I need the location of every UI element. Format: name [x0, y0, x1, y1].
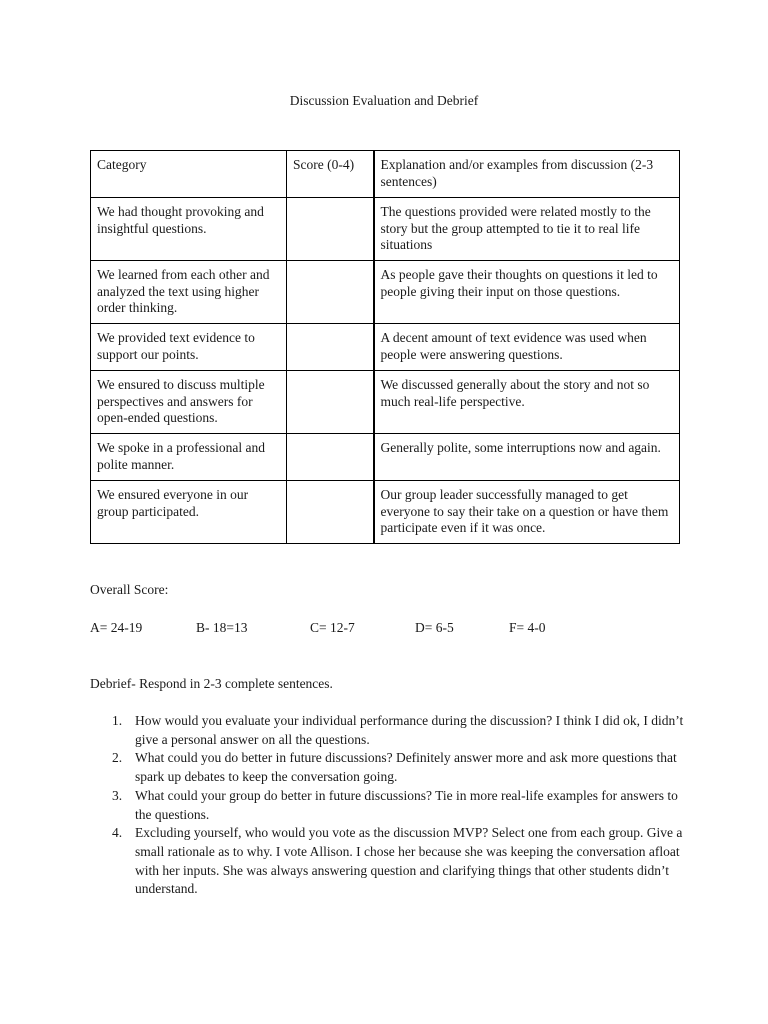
table-row: [91, 371, 680, 434]
grade-f: F= 4-0: [509, 620, 546, 635]
table-header-row: [91, 151, 680, 198]
category-cell: We learned from each other and analyzed the text using higher order thinking.: [91, 261, 287, 324]
question-number: 1.: [112, 713, 123, 728]
score-cell: [287, 481, 374, 544]
explanation-cell: Generally polite, some interruptions now and again.: [374, 434, 680, 481]
question-text: What could you do better in future discussions? Definitely answer more and ask more questions that spark up debates to keep the conversation going.: [135, 750, 677, 785]
grade-b: B- 18=13: [196, 620, 248, 635]
score-cell: [287, 324, 374, 371]
debrief-instructions: Debrief- Respond in 2-3 complete sentences.: [90, 676, 333, 691]
header-category: Category: [91, 151, 287, 198]
grade-d: D= 6-5: [415, 620, 454, 635]
question-text: What could your group do better in future discussions? Tie in more real-life examples for answers to the questions.: [135, 787, 678, 822]
overall-score-label: Overall Score:: [90, 582, 169, 597]
explanation-cell: A decent amount of text evidence was used when people were answering questions.: [374, 324, 680, 371]
table-row: [91, 198, 680, 261]
grade-scale: [0, 620, 768, 640]
question-number: 3.: [112, 787, 123, 803]
explanation-cell: As people gave their thoughts on questions it led to people giving their input on those questions.: [374, 261, 680, 324]
grade-c: C= 12-7: [310, 620, 355, 635]
grade-a: A= 24-19: [90, 620, 143, 635]
list-item: [90, 712, 690, 749]
score-cell: [287, 371, 374, 434]
score-cell: [287, 434, 374, 481]
category-cell: We provided text evidence to support our points.: [91, 324, 287, 371]
category-cell: We spoke in a professional and polite manner.: [91, 434, 287, 481]
score-cell: [287, 261, 374, 324]
explanation-cell: We discussed generally about the story and not so much real-life perspective.: [374, 371, 680, 434]
table-row: [91, 261, 680, 324]
list-item: [90, 749, 690, 786]
category-cell: We ensured everyone in our group participated.: [91, 481, 287, 544]
document-title: Discussion Evaluation and Debrief: [289, 93, 479, 108]
question-text: Excluding yourself, who would you vote as the discussion MVP? Select one from each group. Give a small rationale as to why. I vote Allison. I chose her because she was keeping the conversation afloat with her inputs. She was always answering question and clarifying things that other students didn’t understand.: [135, 825, 683, 897]
header-score: Score (0-4): [287, 151, 374, 198]
table-row: [91, 434, 680, 481]
question-number: 4.: [112, 825, 123, 841]
explanation-cell: Our group leader successfully managed to get everyone to say their take on a question or have them participate even if it was once.: [374, 481, 680, 544]
debrief-question-list: [90, 712, 690, 899]
table-row: [91, 481, 680, 544]
evaluation-table: [90, 150, 680, 544]
header-explanation: Explanation and/or examples from discussion (2-3 sentences): [374, 151, 680, 198]
list-item: [90, 824, 690, 899]
list-item: [90, 787, 690, 824]
category-cell: We ensured to discuss multiple perspectives and answers for open-ended questions.: [91, 371, 287, 434]
question-number: 2.: [112, 750, 123, 766]
category-cell: We had thought provoking and insightful questions.: [91, 198, 287, 261]
explanation-cell: The questions provided were related mostly to the story but the group attempted to tie it to real life situations: [374, 198, 680, 261]
question-text: How would you evaluate your individual performance during the discussion? I think I did ok, I didn’t give a personal answer on all the questions.: [135, 713, 684, 747]
table-row: [91, 324, 680, 371]
score-cell: [287, 198, 374, 261]
